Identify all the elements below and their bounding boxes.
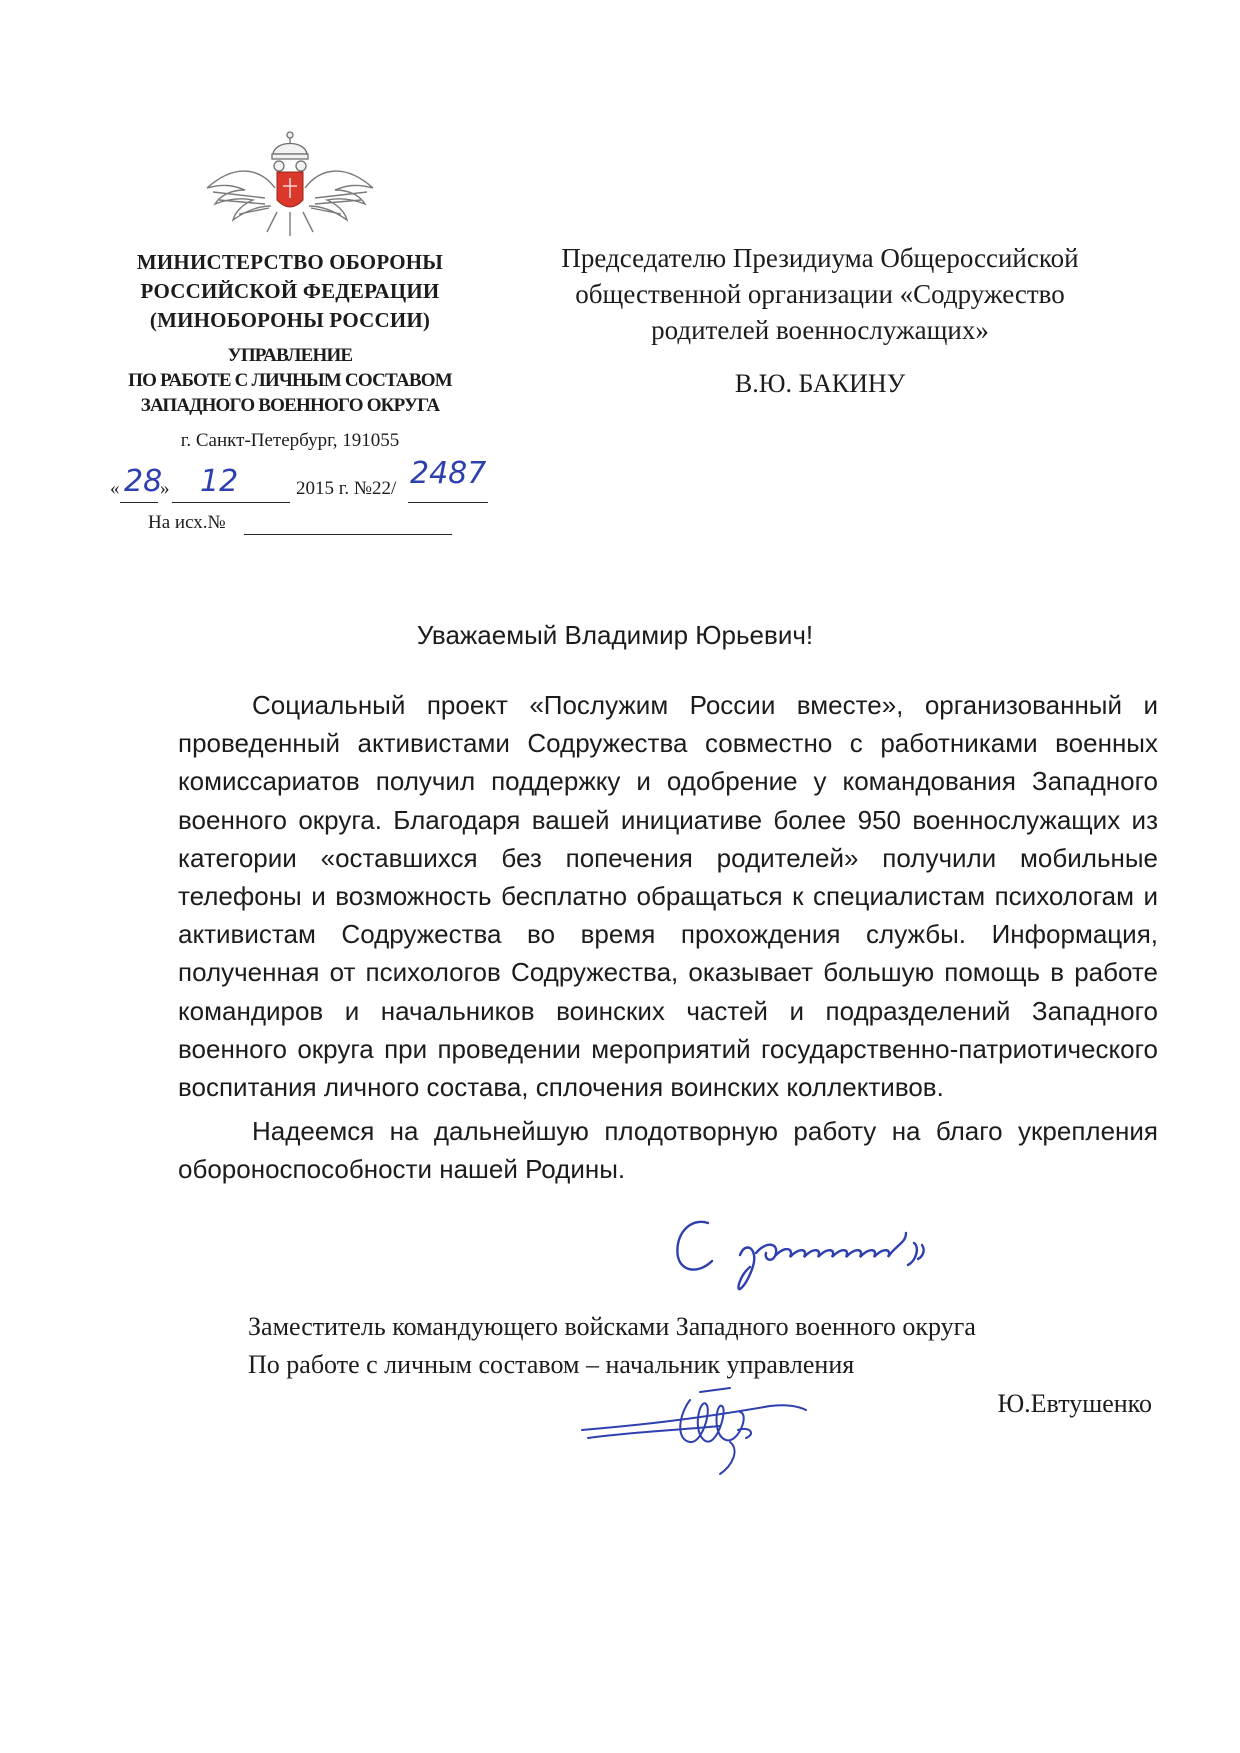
ministry-name bbox=[100, 248, 480, 335]
date-day-handwritten: 28 bbox=[124, 464, 163, 499]
recipient-line: Председателю Президиума Общероссийской bbox=[561, 243, 1079, 273]
date-month-underline bbox=[172, 502, 290, 503]
ministry-emblem-icon bbox=[205, 128, 375, 238]
reference-label: На исх.№ bbox=[148, 512, 226, 533]
recipient-line: общественной организации «Содружество bbox=[575, 279, 1065, 309]
signer-name: Ю.Евтушенко bbox=[997, 1389, 1152, 1418]
body-paragraph: Социальный проект «Послужим России вместе», организованный и проведенный активистами Содружества совместно с работниками военных комиссариатов получил поддержку и одобрение у командования Западного военного округа. Благодаря вашей инициативе более 950 военнослужащих из категории «оставшихся без попечения родителей» получили мобильные телефоны и возможность бесплатно обращаться к специалистам психологам и активистам Содружества во время прохождения службы. Информация, полученная от психологов Содружества, оказывает большую помощь в работе командиров и начальников воинских частей и подразделений Западного военного округа при проведении мероприятий государственно-патриотического воспитания личного состава, сплочения воинских коллективов. bbox=[178, 690, 1158, 1103]
ministry-line: (МИНОБОРОНЫ РОССИИ) bbox=[149, 308, 431, 332]
signer-title-line: По работе с личным составом – начальник управления bbox=[248, 1350, 855, 1379]
reference-underline bbox=[244, 534, 452, 535]
outgoing-number-underline bbox=[408, 502, 488, 503]
department-name bbox=[100, 343, 480, 418]
department-line: ЗАПАДНОГО ВОЕННОГО ОКРУГА bbox=[140, 395, 440, 416]
body-paragraph: Надеемся на дальнейшую плодотворную работу на благо укрепления обороноспособности нашей Родины. bbox=[178, 1116, 1158, 1185]
outgoing-number-handwritten: 2487 bbox=[410, 456, 487, 491]
ministry-line: МИНИСТЕРСТВО ОБОРОНЫ bbox=[136, 250, 444, 274]
recipient-block bbox=[520, 240, 1120, 402]
date-year-number-text: 2015 г. №22/ bbox=[296, 478, 397, 499]
date-close-quote: » bbox=[160, 478, 170, 499]
reference-row bbox=[148, 510, 468, 540]
recipient-line: родителей военнослужащих» bbox=[651, 315, 989, 345]
letter-body bbox=[178, 686, 1158, 1189]
city-address: г. Санкт-Петербург, 191055 bbox=[180, 430, 400, 451]
department-line: ПО РАБОТЕ С ЛИЧНЫМ СОСТАВОМ bbox=[128, 370, 452, 391]
date-month-handwritten: 12 bbox=[200, 464, 239, 499]
handwritten-closing bbox=[670, 1215, 970, 1295]
date-day-underline bbox=[120, 502, 158, 503]
ministry-line: РОССИЙСКОЙ ФЕДЕРАЦИИ bbox=[140, 279, 440, 303]
letterhead bbox=[100, 248, 480, 454]
date-open-quote: « bbox=[110, 478, 120, 499]
recipient-name: В.Ю. БАКИНУ bbox=[734, 369, 906, 398]
department-line: УПРАВЛЕНИЕ bbox=[227, 345, 353, 366]
salutation: Уважаемый Владимир Юрьевич! bbox=[416, 620, 814, 650]
signer-title-line: Заместитель командующего войсками Западного военного округа bbox=[248, 1312, 976, 1341]
date-number-row bbox=[110, 456, 510, 510]
handwritten-signature bbox=[580, 1370, 810, 1480]
